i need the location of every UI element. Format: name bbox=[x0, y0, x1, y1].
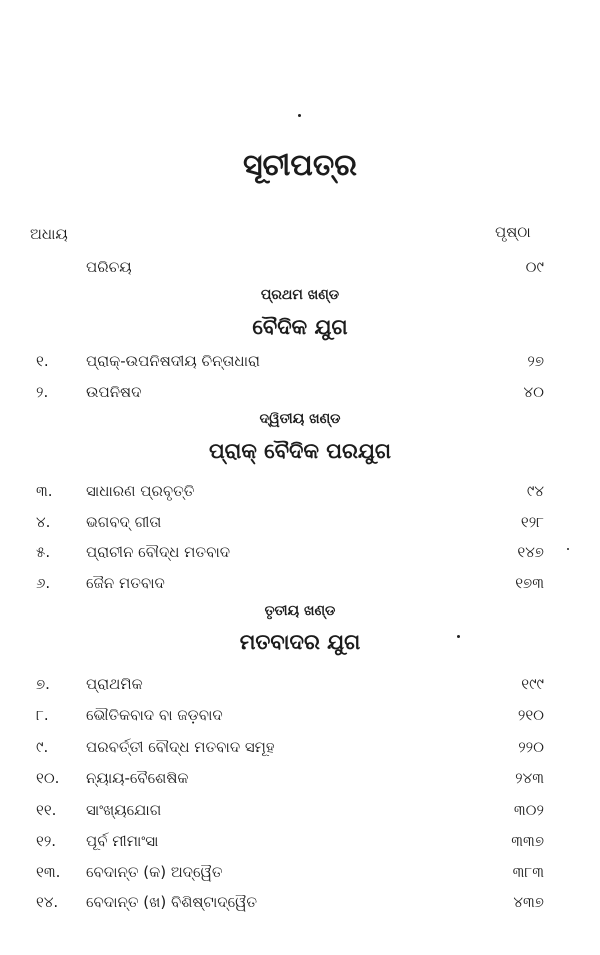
chapter-13-title: ବେଦାନ୍ତ (କ) ଅଦ୍ୱୈତ bbox=[86, 863, 223, 881]
chapter-5-title: ପ୍ରାଚୀନ ବୌଦ୍ଧ ମତବାଦ bbox=[86, 543, 231, 561]
chapter-10-title: ନ୍ୟାୟ-ବୈଶେଷିକ bbox=[86, 769, 189, 787]
chapter-3-title: ସାଧାରଣ ପ୍ରବୃତ୍ତି bbox=[86, 482, 195, 500]
section-2-subtitle: ଦ୍ୱିତୀୟ ଖଣ୍ଡ bbox=[259, 411, 341, 427]
chapter-11-title: ସାଂଖ୍ୟଯୋଗ bbox=[86, 801, 162, 819]
chapter-13-page: ୩୮୩ bbox=[512, 863, 544, 881]
chapter-12-page: ୩୩୭ bbox=[511, 832, 544, 850]
section-1-subtitle: ପ୍ରଥମ ଖଣ୍ଡ bbox=[260, 287, 340, 303]
chapter-4-title: ଭଗବଦ୍ ଗୀତା bbox=[86, 513, 162, 531]
section-2-title: ପ୍ରାକ୍ ବୈଦିକ ପରଯୁଗ bbox=[208, 439, 392, 463]
chapter-1-number: ୧. bbox=[36, 352, 49, 370]
page-title: ସୂଚୀପତ୍ର bbox=[243, 148, 357, 183]
chapter-9-page: ୨୨୦ bbox=[518, 738, 544, 756]
chapter-8-title: ଭୌତିକବାଦ ବା ଜଡ଼ବାଦ bbox=[86, 706, 223, 724]
chapter-6-title: ଜୈନ ମତବାଦ bbox=[86, 574, 165, 592]
chapter-4-number: ୪. bbox=[36, 513, 51, 531]
chapter-7-title: ପ୍ରାଥମିକ bbox=[86, 675, 143, 693]
chapter-10-page: ୨୪୩ bbox=[515, 769, 544, 787]
intro-label: ପରିଚୟ bbox=[86, 258, 132, 276]
chapter-13-number: ୧୩. bbox=[36, 863, 61, 881]
chapter-9-title: ପରବର୍ତ୍ତୀ ବୌଦ୍ଧ ମତବାଦ ସମୂହ bbox=[86, 738, 275, 756]
print-speck bbox=[298, 114, 301, 117]
chapter-12-title: ପୂର୍ବ ମୀମାଂସା bbox=[86, 832, 159, 850]
page-column-header: ପୃଷ୍ଠା bbox=[495, 223, 531, 241]
chapter-12-number: ୧୨. bbox=[36, 832, 57, 850]
chapter-7-page: ୧୯୯ bbox=[521, 675, 544, 693]
chapter-14-page: ୪୩୭ bbox=[513, 893, 544, 911]
chapter-column-header: ଅଧାୟ bbox=[30, 225, 68, 243]
chapter-10-number: ୧୦. bbox=[36, 769, 60, 787]
chapter-8-page: ୨୧୦ bbox=[517, 706, 544, 724]
section-1-title: ବୈଦିକ ଯୁଗ bbox=[252, 315, 348, 339]
chapter-2-page: ୪୦ bbox=[523, 383, 544, 401]
chapter-14-number: ୧୪. bbox=[36, 893, 59, 911]
chapter-2-title: ଉପନିଷଦ bbox=[86, 383, 142, 401]
chapter-11-page: ୩୦୨ bbox=[513, 801, 544, 819]
chapter-14-title: ବେଦାନ୍ତ (ଖ) ବିଶିଷ୍ଟାଦ୍ୱୈତ bbox=[86, 893, 258, 911]
chapter-9-number: ୯. bbox=[36, 738, 49, 756]
section-3-subtitle: ତୃତୀୟ ଖଣ୍ଡ bbox=[264, 603, 336, 619]
chapter-7-number: ୭. bbox=[36, 675, 50, 693]
chapter-8-number: ୮. bbox=[36, 706, 49, 724]
intro-page: ୦୯ bbox=[525, 258, 544, 276]
chapter-3-number: ୩. bbox=[36, 482, 53, 500]
chapter-5-page: ୧୪୭ bbox=[517, 543, 544, 561]
chapter-6-page: ୧୭୩ bbox=[515, 574, 544, 592]
print-speck bbox=[567, 548, 569, 550]
chapter-6-number: ୬. bbox=[36, 574, 51, 592]
chapter-4-page: ୧୨୮ bbox=[520, 513, 544, 531]
section-3-title: ମତବାଦର ଯୁଗ bbox=[239, 630, 361, 654]
chapter-3-page: ୯୪ bbox=[526, 482, 544, 500]
chapter-1-page: ୨୭ bbox=[527, 352, 544, 370]
chapter-5-number: ୫. bbox=[36, 543, 51, 561]
chapter-1-title: ପ୍ରାକ୍-ଉପନିଷଦୀୟ ଚିନ୍ତାଧାରା bbox=[86, 352, 260, 370]
chapter-11-number: ୧୧. bbox=[36, 801, 57, 819]
chapter-2-number: ୨. bbox=[36, 383, 49, 401]
